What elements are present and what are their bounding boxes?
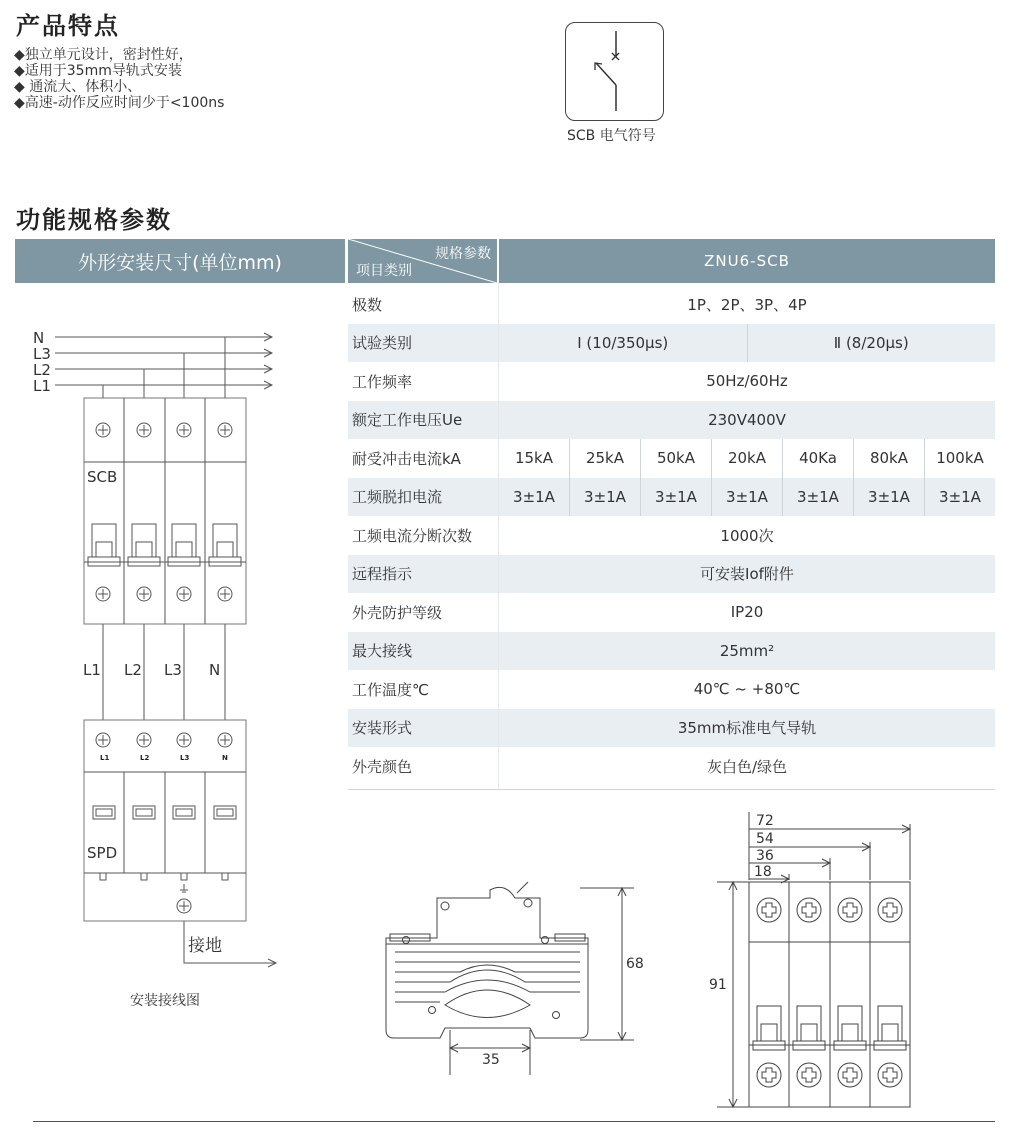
table-corner-header — [348, 239, 497, 283]
spec-label: 额定工作电压Ue — [352, 411, 463, 430]
spec-cell: 3±1A — [853, 478, 924, 517]
spec-cell: 3±1A — [640, 478, 711, 517]
spec-cell: 15kA — [514, 449, 554, 468]
phase-label: L3 — [164, 661, 182, 679]
features-title: 产品特点 — [16, 12, 120, 40]
spec-cell: 3±1A — [513, 487, 555, 506]
spec-label: 安装形式 — [352, 719, 413, 738]
feature-item: ◆适用于35mm导轨式安装 — [14, 63, 182, 79]
feature-item: ◆ 通流大、体积小、 — [14, 79, 142, 95]
spec-value: Ⅰ (10/350µs) — [577, 333, 669, 352]
phase-label: N — [209, 661, 221, 679]
spec-cell: 100kA — [924, 439, 995, 478]
width-dim-label: 18 — [754, 864, 772, 880]
front-height-label: 91 — [709, 977, 727, 993]
spec-cell: 40Ka — [782, 439, 853, 478]
spec-row-max-wire — [348, 632, 995, 671]
feature-list — [14, 47, 224, 111]
spec-row-frequency — [348, 362, 995, 401]
spec-row-remote-indication — [348, 555, 995, 594]
corner-top-label: 规格参数 — [435, 246, 491, 262]
spec-row-temperature — [348, 670, 995, 709]
ground-label: 接地 — [188, 936, 222, 956]
spec-value: 可安装Iof附件 — [700, 565, 794, 584]
spec-value: 40℃ ~ +80℃ — [693, 680, 801, 699]
spec-row-protection — [348, 593, 995, 632]
spec-row-voltage — [348, 401, 995, 440]
spec-label: 工频脱扣电流 — [352, 488, 443, 507]
phase-label: L1 — [83, 661, 101, 679]
spec-label: 远程指示 — [352, 565, 413, 584]
spec-cell: 20kA — [711, 439, 782, 478]
scb-symbol — [565, 22, 664, 121]
width-dim-label: 72 — [756, 813, 774, 829]
specs-title: 功能规格参数 — [16, 206, 172, 234]
spec-cell: 25kA — [569, 439, 640, 478]
switch-symbol-icon — [566, 23, 663, 120]
side-rail-label: 35 — [482, 1052, 500, 1068]
phase-label: L2 — [124, 661, 142, 679]
width-dim-label: 36 — [756, 848, 774, 864]
spec-row-poles — [348, 285, 995, 324]
spec-label: 工频电流分断次数 — [352, 526, 473, 545]
bus-label: N — [33, 329, 45, 347]
spec-value: 1P、2P、3P、4P — [687, 295, 807, 314]
bus-label: L2 — [33, 361, 51, 379]
spd-label: SPD — [87, 844, 118, 862]
spec-value: Ⅱ (8/20µs) — [747, 324, 996, 363]
table-column-rule — [498, 283, 499, 789]
spec-value: 25mm² — [719, 641, 775, 660]
spec-cell: 80kA — [853, 439, 924, 478]
symbol-caption: SCB 电气符号 — [567, 128, 656, 144]
spec-value: IP20 — [730, 603, 764, 622]
bus-label: L1 — [33, 377, 51, 395]
spec-row-color — [348, 747, 995, 786]
spec-cell: 3±1A — [569, 478, 640, 517]
front-view-drawing — [700, 810, 920, 1110]
spec-value: 灰白色/绿色 — [706, 757, 788, 776]
terminal-label: N — [222, 754, 228, 762]
spec-row-impulse-current — [348, 439, 995, 478]
spec-label: 试验类别 — [352, 334, 413, 353]
spec-value: 50Hz/60Hz — [706, 372, 788, 391]
feature-item: ◆独立单元设计，密封性好， — [14, 47, 193, 63]
spec-label: 工作温度℃ — [352, 680, 429, 699]
spec-row-test-class — [348, 324, 995, 363]
spec-label: 最大接线 — [352, 642, 413, 661]
spec-value: 1000次 — [720, 526, 774, 545]
table-bottom-rule — [348, 789, 995, 790]
feature-item: ◆高速-动作反应时间少于<100ns — [14, 95, 225, 111]
bottom-rule — [33, 1121, 995, 1122]
side-height-label: 68 — [626, 956, 644, 972]
width-dim-label: 54 — [756, 831, 774, 847]
wiring-diagram — [0, 325, 300, 975]
spec-cell: 50kA — [640, 439, 711, 478]
terminal-label: L2 — [140, 754, 150, 762]
spec-label: 极数 — [352, 295, 383, 314]
spec-row-break-count — [348, 516, 995, 555]
spec-label: 外壳颜色 — [352, 757, 413, 776]
spec-label: 工作频率 — [352, 372, 413, 391]
spec-label: 耐受冲击电流kA — [352, 449, 461, 468]
spec-cell: 3±1A — [782, 478, 853, 517]
corner-bottom-label: 项目类别 — [356, 263, 412, 279]
spec-cell: 3±1A — [924, 478, 995, 517]
scb-label: SCB — [87, 468, 118, 486]
spec-row-mounting — [348, 709, 995, 748]
spec-row-trip-current — [348, 478, 995, 517]
spec-label: 外壳防护等级 — [352, 603, 443, 622]
spec-cell: 3±1A — [711, 478, 782, 517]
side-view-drawing — [380, 875, 660, 1085]
bus-label: L3 — [33, 345, 51, 363]
wiring-caption: 安装接线图 — [130, 993, 200, 1009]
terminal-label: L3 — [180, 754, 190, 762]
model-header: ZNU6-SCB — [499, 239, 995, 283]
terminal-label: L1 — [100, 754, 110, 762]
spec-value: 230V400V — [708, 410, 786, 429]
dimension-header: 外形安装尺寸(单位mm) — [15, 239, 345, 283]
spec-value: 35mm标准电气导轨 — [677, 719, 817, 738]
